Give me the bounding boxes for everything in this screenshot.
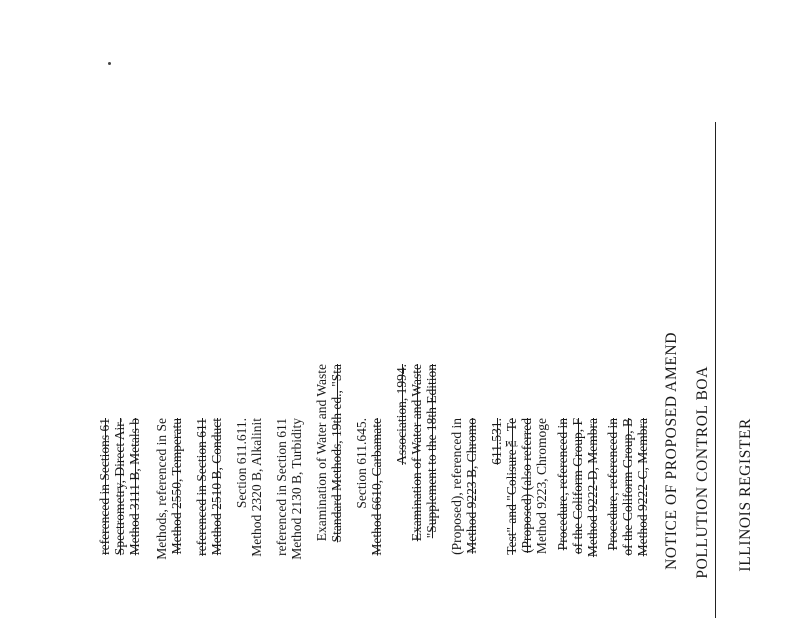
body-line: Method 6610, Carbamate: [369, 418, 384, 556]
body-line: "Supplement to the 18th Edition: [424, 364, 439, 539]
scan-speck: [108, 62, 111, 65]
header-rule: [715, 122, 716, 618]
body-line: Section 611.645.: [354, 418, 369, 509]
body-line: Section 611.611.: [234, 418, 249, 509]
body-line: Spectrometry, Direct Air-: [112, 418, 127, 556]
body-line: Method 9223 B, Chromo: [464, 418, 479, 554]
body-line: Method 2130 B, Turbidity: [289, 418, 304, 560]
body-line: referenced in Section 611: [194, 418, 209, 556]
body-line: Method 9222-C, Membra: [635, 418, 650, 557]
body-line: Procedure, referenced in: [555, 418, 570, 551]
body-line: Test" and "Colisure™ Te: [504, 418, 519, 555]
body-line: Procedure, referenced in: [605, 418, 620, 551]
body-line: Association, 1994.: [394, 364, 409, 465]
body-line: Standard Methods, 19th ed., "Sta: [329, 364, 344, 543]
body-line: Method 3111 B, Metals b: [127, 418, 142, 556]
body-line: (Proposed), referenced in: [449, 418, 464, 555]
body-line: of the Coliform Group, F: [570, 418, 585, 555]
body-line: 611.531.: [489, 418, 504, 465]
body-line: Methods, referenced in Se: [154, 418, 169, 560]
body-line: Examination of Water and Waste: [409, 364, 424, 542]
body-line: Method 2320 B, Alkalinit: [249, 418, 264, 557]
body-line: Method 2510 B, Conduct: [209, 418, 224, 556]
body-line: Examination of Water and Waste: [314, 364, 329, 542]
body-line: referenced in Sections 61: [97, 418, 112, 555]
body-line: Method 2550, Temperatu: [169, 418, 184, 555]
body-line: Method 9223, Chromoge: [534, 418, 549, 555]
body-line: Method 9222-D, Membra: [585, 418, 600, 558]
board-heading: POLLUTION CONTROL BOA: [694, 366, 711, 579]
register-header: ILLINOIS REGISTER: [737, 418, 754, 572]
body-line: (Proposed) (also referred: [519, 418, 534, 553]
body-line: referenced in Section 611: [274, 418, 289, 556]
body-line: of the Coliform Group, B: [620, 418, 635, 556]
notice-heading: NOTICE OF PROPOSED AMEND: [663, 332, 680, 570]
